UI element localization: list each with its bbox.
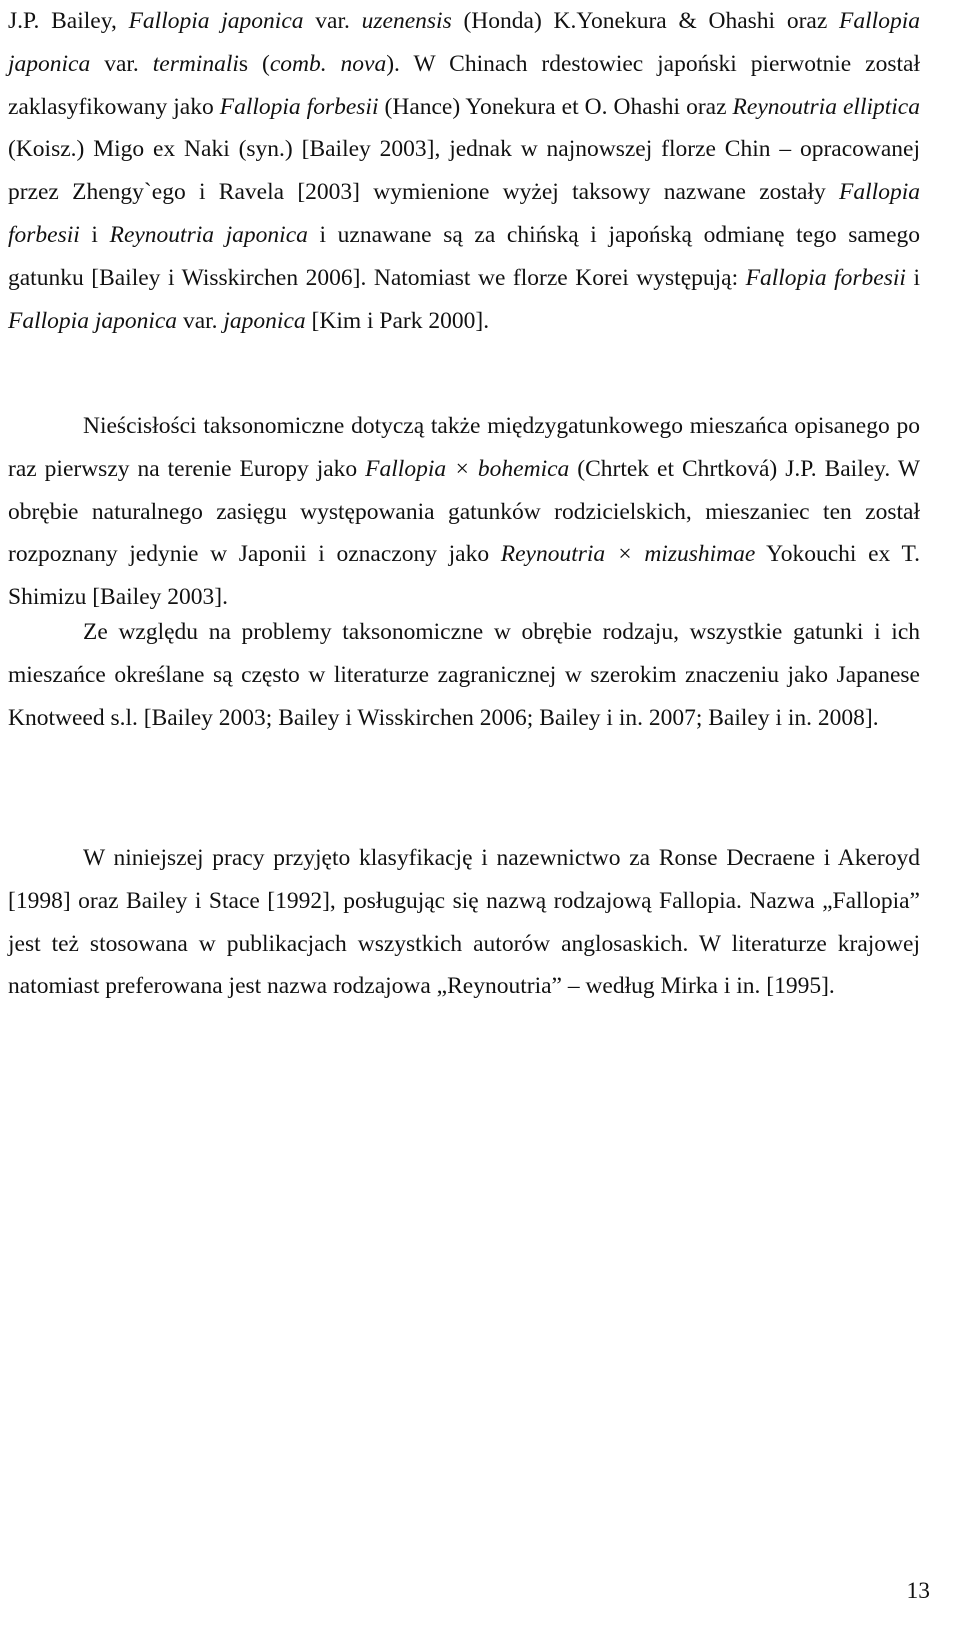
italic-text-run: Reynoutria × mizushimae [500, 541, 756, 568]
paragraph-3 [8, 611, 920, 739]
italic-text-run: Reynoutria elliptica [732, 93, 920, 120]
italic-text-run: comb. nova [269, 50, 387, 77]
paragraph-1 [8, 0, 920, 342]
italic-text-run: Fallopia forbesii [745, 264, 906, 291]
italic-text-run: Fallopia japonica [128, 8, 304, 34]
text-run: s ( [238, 50, 270, 77]
italic-text-run: Fallopia forbesii [8, 179, 920, 248]
italic-text-run: Fallopia japonica [8, 307, 178, 334]
italic-text-run: Fallopia japonica [8, 8, 920, 77]
text-run: Nieścisłości taksonomiczne dotyczą także międzygatunkowego mieszańca opisanego po raz pierwszy na terenie Europy jako [8, 413, 920, 482]
text-run: (Hance) Yonekura et O. Ohashi oraz [378, 93, 733, 120]
italic-text-run: japonica [223, 307, 306, 334]
text-run: (Koisz.) Migo ex Naki (syn.) [Bailey 2003], jednak w najnowszej florze Chin – opracowanej przez Zhengy`ego i Ravela [2003] wymienione wyżej taksowy nazwane zostały [8, 136, 920, 206]
text-run: (Chrtek et Chrtková) J.P. Bailey. W obrębie naturalnego zasięgu występowania gatunków rodzicielskich, mieszaniec ten został rozpoznany jedynie w Japonii i oznaczony jako [8, 455, 920, 568]
italic-text-run: Fallopia forbesii [219, 93, 379, 120]
text-run: var. [177, 307, 224, 334]
text-run: (Honda) K.Yonekura & Ohashi oraz [451, 8, 840, 34]
text-run: ). W Chinach rdestowiec japoński pierwotnie został zaklasyfikowany jako [8, 50, 920, 120]
page-number: 13 [906, 1578, 930, 1604]
italic-text-run: uzenensis [361, 8, 452, 34]
italic-text-run: Fallopia × bohemica [365, 455, 570, 482]
text-run: J.P. Bailey, [8, 8, 129, 34]
text-run: var. [90, 50, 153, 77]
text-run: i uznawane są za chińską i japońską odmianę tego samego gatunku [Bailey i Wisskirchen 2006]. Natomiast we florze Korei występują: [8, 221, 920, 291]
text-run: [Kim i Park 2000]. [305, 307, 490, 334]
text-run: var. [303, 8, 362, 34]
paragraph-2 [8, 405, 920, 619]
text-run: Yokouchi ex T. Shimizu [Bailey 2003]. [8, 541, 920, 611]
text-run: Ze względu na problemy taksonomiczne w obrębie rodzaju, wszystkie gatunki i ich mieszańce określane są często w literaturze zagranicznej w szerokim znaczeniu jako Japanese Knotweed s.l. [Bailey 2003; Bailey i Wisskirchen 2006; Bailey i in. 2007; Bailey i in. 2008]. [8, 619, 920, 731]
italic-text-run: terminali [152, 50, 239, 77]
text-run: i [905, 264, 920, 291]
text-run: W niniejszej pracy przyjęto klasyfikację i nazewnictwo za Ronse Decraene i Akeroyd [1998] oraz Bailey i Stace [1992], posługując się nazwą rodzajową Fallopia. Nazwa „Fallopia” jest też stosowana w publikacjach wszystkich autorów anglosaskich. W literaturze krajowej natomiast preferowana jest nazwa rodzajowa „Reynoutria” – według Mirka i in. [1995]. [8, 845, 920, 1000]
paragraph-4 [8, 837, 920, 1008]
italic-text-run: Reynoutria japonica [109, 221, 308, 248]
text-run: i [79, 221, 110, 248]
